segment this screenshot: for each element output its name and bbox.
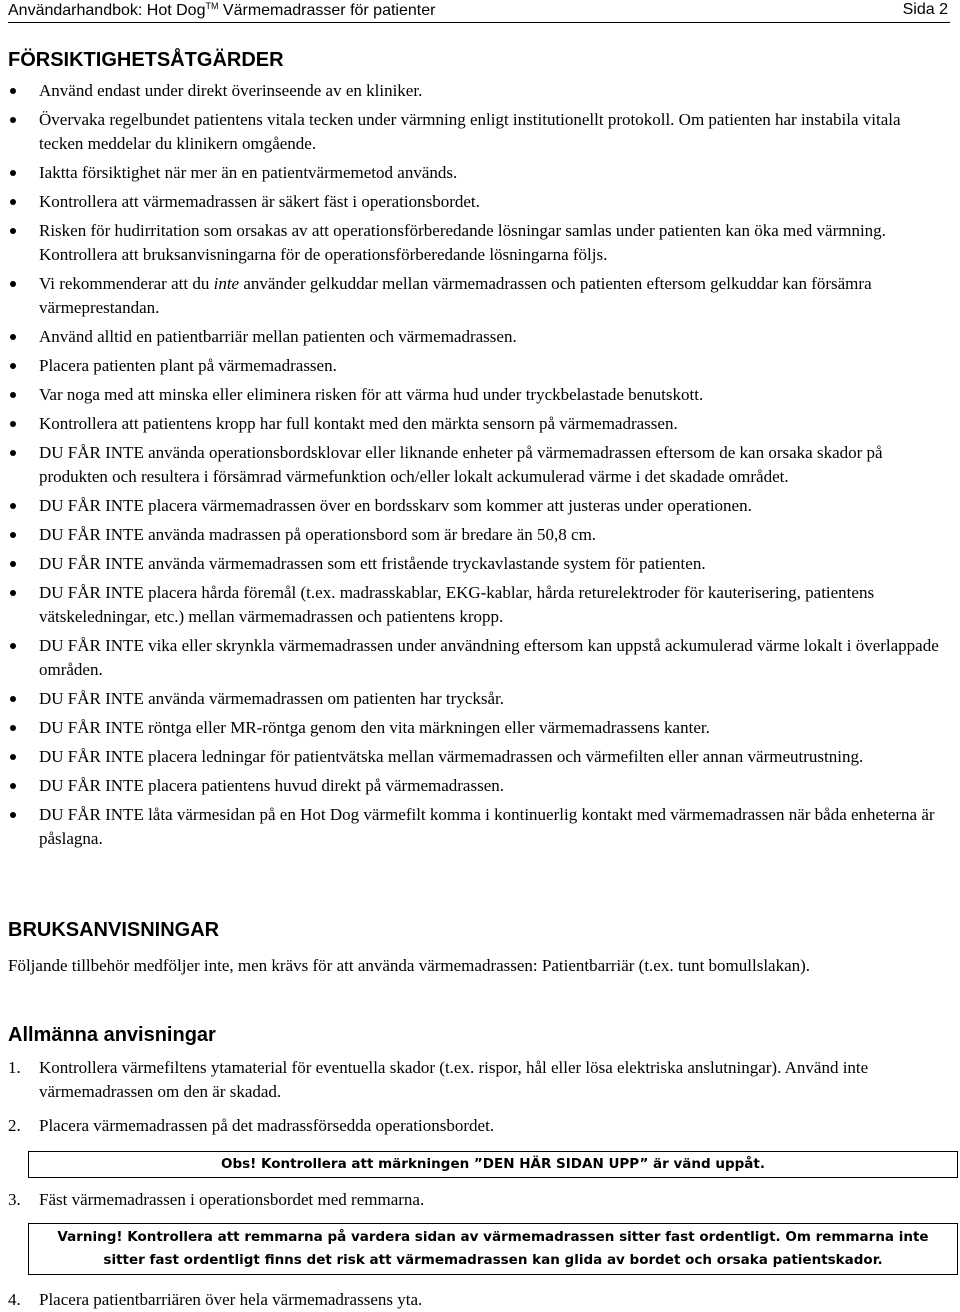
trademark-mark: TM xyxy=(205,1,219,11)
list-item: Risken för hudirritation som orsakas av att operationsförberedande lösningar samlas under patienten kan öka med värmning. Kontrollera att bruksanvisningarna för de operationsförberedande lösningarna följs. xyxy=(0,219,948,267)
list-item: DU FÅR INTE låta värmesidan på en Hot Dog värmefilt komma i kontinuerlig kontakt med värmemadrassen när båda enheterna är påslagna. xyxy=(0,803,948,851)
step-1 xyxy=(0,1056,950,1104)
note-text: Kontrollera att märkningen ”DEN HÄR SIDAN UPP” är vänd uppåt. xyxy=(256,1156,766,1172)
list-item: DU FÅR INTE använda värmemadrassen som ett fristående tryckavlastande system för patienten. xyxy=(0,552,948,576)
instructions-intro: Följande tillbehör medföljer inte, men krävs för att använda värmemadrassen: Patientbarriär (t.ex. tunt bomullslakan). xyxy=(8,956,811,975)
list-item: Var noga med att minska eller eliminera risken för att värma hud under tryckbelastade benutskott. xyxy=(0,383,948,407)
list-item: Iaktta försiktighet när mer än en patientvärmemetod används. xyxy=(0,161,948,185)
precautions-list xyxy=(0,79,960,856)
step-2 xyxy=(0,1114,950,1138)
step-text: Fäst värmemadrassen i operationsbordet med remmarna. xyxy=(39,1190,425,1209)
step-number: 2. xyxy=(8,1116,21,1135)
warning-label: Varning! xyxy=(57,1229,123,1245)
instructions-heading: BRUKSANVISNINGAR xyxy=(8,919,220,941)
step-4 xyxy=(0,1288,950,1312)
header-title: Användarhandbok: Hot Dog™ Värmemadrasser för patienter xyxy=(8,1,436,19)
step-text: Placera patientbarriären över hela värmemadrassens yta. xyxy=(39,1290,423,1309)
list-item: DU FÅR INTE använda madrassen på operationsbord som är bredare än 50,8 cm. xyxy=(0,523,948,547)
list-item: Vi rekommenderar att du inte använder gelkuddar mellan värmemadrassen och patienten eftersom gelkuddar kan försämra värmeprestandan. xyxy=(0,272,948,320)
list-item: Kontrollera att patientens kropp har full kontakt med den märkta sensorn på värmemadrassen. xyxy=(0,412,948,436)
list-item: DU FÅR INTE placera hårda föremål (t.ex. madrasskablar, EKG-kablar, hårda returelektroder för kauterisering, patientens vätskeledningar, etc.) mellan värmemadrassen och patientens kropp. xyxy=(0,581,948,629)
list-item: DU FÅR INTE röntga eller MR-röntga genom den vita märkningen eller värmemadrassens kanter. xyxy=(0,716,948,740)
list-item: Placera patienten plant på värmemadrassen. xyxy=(0,354,948,378)
list-item: Kontrollera att värmemadrassen är säkert fäst i operationsbordet. xyxy=(0,190,948,214)
step-number: 1. xyxy=(8,1058,21,1077)
list-item: DU FÅR INTE använda operationsbordsklovar eller liknande enheter på värmemadrassen eftersom de kan orsaka skador på produkten och resultera i försämrad värmefunktion och/eller lokalt ackumulerad värme i det skadade området. xyxy=(0,441,948,489)
step-3 xyxy=(0,1188,950,1212)
page-header xyxy=(8,0,950,23)
list-item: DU FÅR INTE placera ledningar för patientvätska mellan värmemadrassen och värmefilten eller annan värmeutrustning. xyxy=(0,745,948,769)
list-item: Övervaka regelbundet patientens vitala tecken under värmning enligt institutionellt protokoll. Om patienten har instabila vitala tecken meddelar du klinikern omgående. xyxy=(0,108,948,156)
warning-box xyxy=(28,1223,958,1275)
note-label: Obs! xyxy=(220,1156,257,1172)
list-item: DU FÅR INTE placera värmemadrassen över en bordsskarv som kommer att justeras under operationen. xyxy=(0,494,948,518)
list-item: DU FÅR INTE placera patientens huvud direkt på värmemadrassen. xyxy=(0,774,948,798)
step-number: 4. xyxy=(8,1290,21,1309)
list-item: DU FÅR INTE vika eller skrynkla värmemadrassen under användning eftersom kan uppstå ackumulerad värme lokalt i överlappade områden. xyxy=(0,634,948,682)
step-number: 3. xyxy=(8,1190,21,1209)
page-number: Sida 2 xyxy=(902,1,948,18)
list-item: Använd endast under direkt överinseende av en kliniker. xyxy=(0,79,948,103)
emphasis-text: inte xyxy=(213,274,240,293)
step-text: Placera värmemadrassen på det madrassförsedda operationsbordet. xyxy=(39,1116,495,1135)
warning-text: Kontrollera att remmarna på vardera sidan av värmemadrassen sitter fast ordentligt. Om remmarna inte sitter fast ordentligt finns det risk att värmemadrassen kan glida av bordet och orsaka patientskador. xyxy=(103,1229,929,1268)
note-box xyxy=(28,1151,958,1178)
list-item: DU FÅR INTE använda värmemadrassen om patienten har trycksår. xyxy=(0,687,948,711)
step-text: Kontrollera värmefiltens ytamaterial för eventuella skador (t.ex. rispor, hål eller lösa elektriska anslutningar). Använd inte värmemadrassen om den är skadad. xyxy=(39,1058,869,1101)
precautions-heading: FÖRSIKTIGHETSÅTGÄRDER xyxy=(8,49,284,71)
general-instructions-heading: Allmänna anvisningar xyxy=(8,1024,216,1046)
list-item: Använd alltid en patientbarriär mellan patienten och värmemadrassen. xyxy=(0,325,948,349)
